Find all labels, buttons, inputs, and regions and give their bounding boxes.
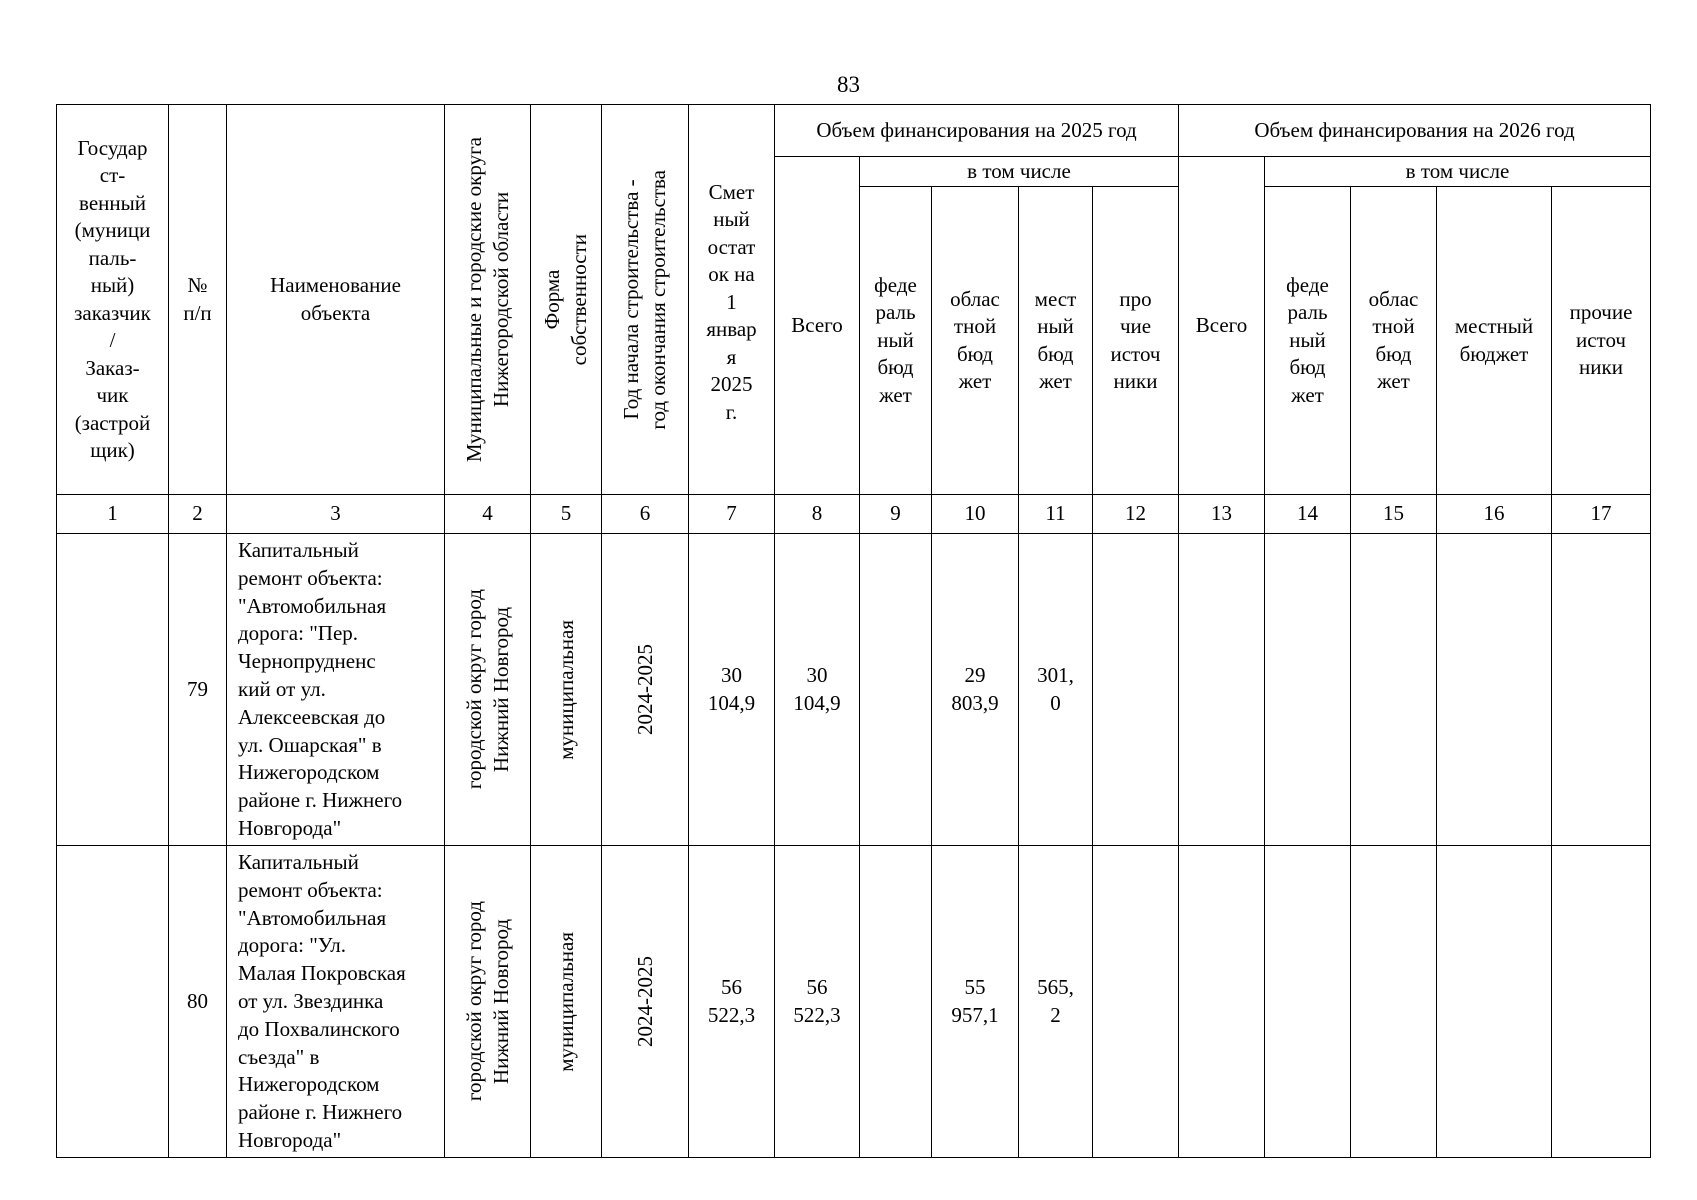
header-ownership-cell — [531, 105, 602, 495]
column-number: 3 — [227, 495, 445, 534]
local-2026 — [1437, 846, 1552, 1158]
district-cell — [445, 534, 531, 846]
header-ownership: Форма собственности — [540, 233, 591, 366]
row-number: 79 — [169, 534, 227, 846]
regional-2026 — [1351, 534, 1437, 846]
other-2025 — [1093, 846, 1179, 1158]
total-2025: 30 104,9 — [775, 534, 860, 846]
header-total-2025: Всего — [775, 157, 860, 495]
header-group-2026: Объем финансирования на 2026 год — [1179, 105, 1651, 157]
ownership-cell — [531, 534, 602, 846]
column-number: 7 — [689, 495, 775, 534]
local-2025: 301, 0 — [1019, 534, 1093, 846]
construction-years: 2024-2025 — [632, 956, 657, 1047]
ownership-type: муниципальная — [553, 931, 578, 1072]
federal-2025 — [860, 534, 932, 846]
column-number: 9 — [860, 495, 932, 534]
total-2026 — [1179, 846, 1265, 1158]
column-number: 15 — [1351, 495, 1437, 534]
local-2025: 565, 2 — [1019, 846, 1093, 1158]
years-cell — [602, 846, 689, 1158]
column-number: 12 — [1093, 495, 1179, 534]
header-number: № п/п — [169, 105, 227, 495]
customer-cell — [57, 534, 169, 846]
header-estimate-remainder: Смет ный остат ок на 1 январ я 2025 г. — [689, 105, 775, 495]
estimate-remainder: 56 522,3 — [689, 846, 775, 1158]
estimate-remainder: 30 104,9 — [689, 534, 775, 846]
construction-years: 2024-2025 — [632, 644, 657, 735]
customer-cell — [57, 846, 169, 1158]
district-name: городской округ город Нижний Новгород — [461, 589, 513, 790]
ownership-cell — [531, 846, 602, 1158]
header-district-cell — [445, 105, 531, 495]
object-name: Капитальный ремонт объекта: "Автомобильная дорога: "Пер. Чернопрудненс кий от ул. Алексеевская до ул. Ошарская" в Нижегородском районе г. Нижнего Новгорода" — [227, 534, 445, 846]
header-federal-2025: феде раль ный бюд жет — [860, 187, 932, 495]
other-2026 — [1552, 846, 1651, 1158]
header-row-1 — [57, 105, 1651, 157]
header-years-cell — [602, 105, 689, 495]
column-number: 5 — [531, 495, 602, 534]
column-number: 4 — [445, 495, 531, 534]
years-cell — [602, 534, 689, 846]
federal-2025 — [860, 846, 932, 1158]
ownership-type: муниципальная — [553, 619, 578, 760]
district-name: городской округ город Нижний Новгород — [461, 901, 513, 1102]
header-years: Год начала строительства - год окончания строительства — [619, 169, 670, 430]
table-row — [57, 534, 1651, 846]
header-including-2026: в том числе — [1265, 157, 1651, 187]
header-federal-2026: феде раль ный бюд жет — [1265, 187, 1351, 495]
header-including-2025: в том числе — [860, 157, 1179, 187]
other-2025 — [1093, 534, 1179, 846]
column-number: 2 — [169, 495, 227, 534]
column-number: 10 — [932, 495, 1019, 534]
column-number: 13 — [1179, 495, 1265, 534]
column-number: 11 — [1019, 495, 1093, 534]
header-district: Муниципальные и городские округа Нижегородской области — [461, 136, 513, 463]
header-total-2026: Всего — [1179, 157, 1265, 495]
column-number: 16 — [1437, 495, 1552, 534]
regional-2026 — [1351, 846, 1437, 1158]
regional-2025: 55 957,1 — [932, 846, 1019, 1158]
column-number: 6 — [602, 495, 689, 534]
object-name: Капитальный ремонт объекта: "Автомобильная дорога: "Ул. Малая Покровская от ул. Звездинка до Похвалинского съезда" в Нижегородском районе г. Нижнего Новгорода" — [227, 846, 445, 1158]
federal-2026 — [1265, 534, 1351, 846]
header-other-2025: про чие источ ники — [1093, 187, 1179, 495]
federal-2026 — [1265, 846, 1351, 1158]
table-row — [57, 846, 1651, 1158]
financing-table — [56, 104, 1651, 1158]
column-number: 14 — [1265, 495, 1351, 534]
district-cell — [445, 846, 531, 1158]
row-number: 80 — [169, 846, 227, 1158]
column-number: 1 — [57, 495, 169, 534]
column-number: 8 — [775, 495, 860, 534]
header-local-2025: мест ный бюд жет — [1019, 187, 1093, 495]
header-regional-2026: облас тной бюд жет — [1351, 187, 1437, 495]
page-number: 83 — [837, 72, 860, 97]
column-number: 17 — [1552, 495, 1651, 534]
regional-2025: 29 803,9 — [932, 534, 1019, 846]
header-regional-2025: облас тной бюд жет — [932, 187, 1019, 495]
header-group-2025: Объем финансирования на 2025 год — [775, 105, 1179, 157]
total-2025: 56 522,3 — [775, 846, 860, 1158]
local-2026 — [1437, 534, 1552, 846]
header-customer: Государ ст- венный (муници паль- ный) заказчик / Заказ- чик (застрой щик) — [57, 105, 169, 495]
total-2026 — [1179, 534, 1265, 846]
other-2026 — [1552, 534, 1651, 846]
header-object-name: Наименование объекта — [227, 105, 445, 495]
column-number-row — [57, 495, 1651, 534]
header-local-2026: местный бюджет — [1437, 187, 1552, 495]
header-other-2026: прочие источ ники — [1552, 187, 1651, 495]
